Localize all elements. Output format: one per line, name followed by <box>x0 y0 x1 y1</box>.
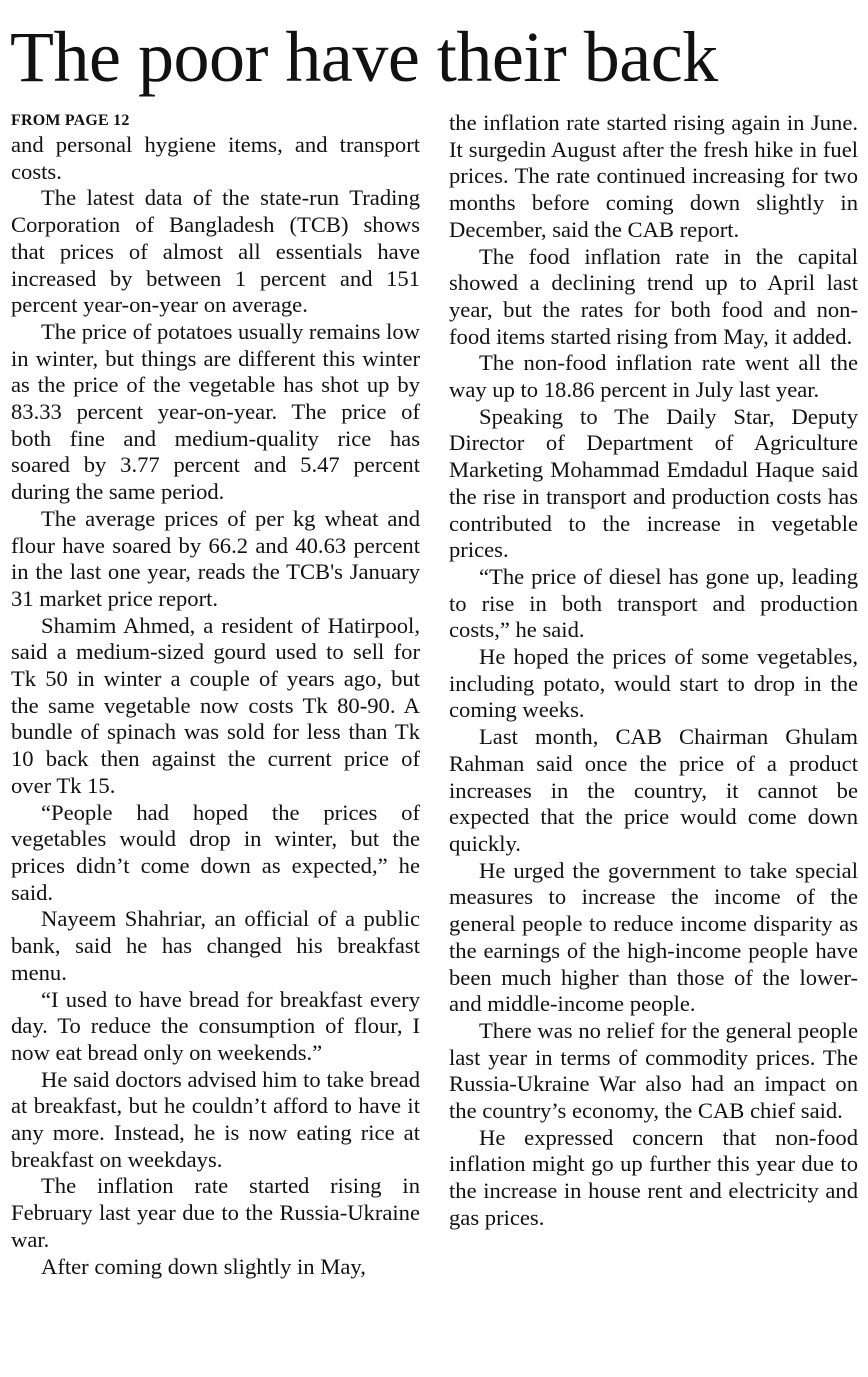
jump-line: FROM PAGE 12 <box>11 112 130 129</box>
paragraph: “I used to have bread for breakfast every day. To reduce the consumption of flour, I now eat bread only on weekends.” <box>11 986 420 1065</box>
paragraph: He hoped the prices of some vegetables, including potato, would start to drop in the coming weeks. <box>449 644 858 723</box>
paragraph: The price of potatoes usually remains low in winter, but things are different this winter as the price of the vegetable has shot up by 83.33 percent year-on-year. The price of both fine and medium-quality rice has soared by 3.77 percent and 5.47 percent during the same period. <box>11 318 420 505</box>
paragraph: “People had hoped the prices of vegetables would drop in winter, but the prices didn’t come down as expected,” he said. <box>11 799 420 905</box>
paragraph: He expressed concern that non-food inflation might go up further this year due to the increase in house rent and electricity and gas prices. <box>449 1124 858 1230</box>
paragraph: There was no relief for the general people last year in terms of commodity prices. The Russia-Ukraine War also had an impact on the country’s economy, the CAB chief said. <box>449 1017 858 1124</box>
left-column <box>11 110 420 1280</box>
paragraph: After coming down slightly in May, <box>41 1253 366 1279</box>
paragraph: Shamim Ahmed, a resident of Hatirpool, said a medium-sized gourd used to sell for Tk 50 in winter a couple of years ago, but the same vegetable now costs Tk 80-90. A bundle of spinach was sold for less than Tk 10 back then against the current price of over Tk 15. <box>11 612 420 798</box>
paragraph: Speaking to The Daily Star, Deputy Director of Department of Agriculture Marketing Mohammad Emdadul Haque said the rise in transport and production costs has contributed to the increase in vegetable prices. <box>449 403 858 563</box>
paragraph: The latest data of the state-run Trading Corporation of Bangladesh (TCB) shows that prices of almost all essentials have increased by between 1 percent and 151 percent year-on-year on average. <box>11 185 420 318</box>
paragraph: “The price of diesel has gone up, leading to rise in both transport and production costs,” he said. <box>449 563 858 643</box>
paragraph: and personal hygiene items, and transport costs. <box>11 132 420 184</box>
paragraph: He said doctors advised him to take bread at breakfast, but he couldn’t afford to have it any more. Instead, he is now eating rice at breakfast on weekdays. <box>11 1066 420 1172</box>
paragraph: The food inflation rate in the capital showed a declining trend up to April last year, but the rates for both food and non-food items started rising from May, it added. <box>449 243 858 349</box>
paragraph: the inflation rate started rising again in June. It surgedin August after the fresh hike in fuel prices. The rate continued increasing for two months before coming down slightly in December, said the CAB report. <box>449 110 858 242</box>
right-column <box>449 110 858 1232</box>
paragraph: The inflation rate started rising in February last year due to the Russia-Ukraine war. <box>11 1173 420 1252</box>
paragraph: The average prices of per kg wheat and flour have soared by 66.2 and 40.63 percent in the last one year, reads the TCB's January 31 market price report. <box>11 505 420 611</box>
paragraph: He urged the government to take special measures to increase the income of the general people to reduce income disparity as the earnings of the high-income people have been much higher than those of the lower- and middle-income people. <box>449 857 858 1017</box>
paragraph: The non-food inflation rate went all the way up to 18.86 percent in July last year. <box>449 350 858 403</box>
paragraph: Nayeem Shahriar, an official of a public bank, said he has changed his breakfast menu. <box>11 906 420 985</box>
paragraph: Last month, CAB Chairman Ghulam Rahman said once the price of a product increases in the country, it cannot be expected that the price would come down quickly. <box>449 724 858 856</box>
article-headline: The poor have their back <box>10 17 718 97</box>
